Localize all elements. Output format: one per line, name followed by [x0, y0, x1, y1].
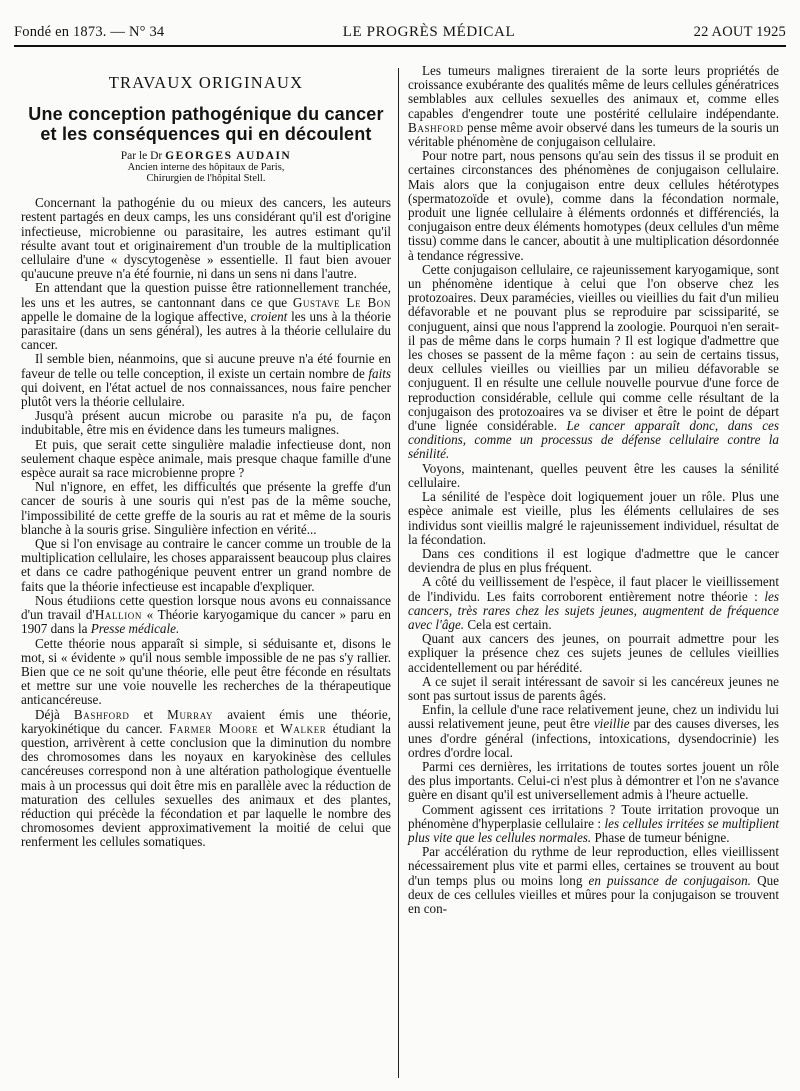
text-run: appelle le domaine de la logique affective, — [21, 308, 247, 324]
text-run: les uns à la théorie parasitaire (dans un sens général), les autres à la théorie cellulaire du cancer. — [21, 308, 391, 353]
paragraph — [408, 575, 779, 632]
paragraph: Quant aux cancers des jeunes, on pourrait admettre pour les expliquer la présence chez ces sujets jeunes de cellules vieillies accidentellement ou par hérédité. — [408, 631, 779, 675]
text-run: Que deux de ces cellules vieilles et mûres pour la conjugaison se trouvent en con- — [408, 872, 779, 916]
paragraph — [408, 263, 779, 462]
text-run: Par accélération du rythme de leur reproduction, elles vieillissent nécessairement plus vite et parmi elles, certaines se trouvent au bout d'un temps plus ou moins long — [408, 844, 779, 888]
paragraph: Et puis, que serait cette singulière maladie infectieuse dont, non seulement chaque espèce animale, mais presque chaque famille d'une espèce aurait sa race microbienne propre ? — [21, 436, 391, 481]
text-run: Enfin, la cellule d'une race relativement jeune, chez un individu lui aussi relativement jeune, peut être — [408, 702, 779, 732]
author-reference: Farmer Moore — [169, 720, 259, 736]
emphasis: vieillie — [593, 716, 630, 732]
author-reference: Walker — [280, 720, 327, 736]
text-run: Cette conjugaison cellulaire, ce rajeunissement karyogamique, sont un phénomène identique à celui que l'on observe chez les protozoaires. Deux paramécies, vieilles ou vieillies du fait d'un milieu défavorable et ne pouvant plus se reproduire par scissiparité, se conjuguent, ainsi que nous l'apprend la zoologie. Pourquoi n'en serait-il pas de même dans le corps humain ? Il est logique d'admettre que les choses se passent de la même façon : au sein de certains tissus, deux cellules vieilles ou vieillies par un milieu défavorable se conjuguent. Il en résulte une cellule nouvelle pourvue d'une force de reproduction considérable, cellule qui comme celle résultant de la conjugaison des protozoaires va se diviser et être le point de départ d'une lignée considérable. — [408, 261, 779, 434]
text-run: Phase de tumeur bénigne. — [594, 829, 730, 845]
article-title-line-2: et les conséquences qui en découlent — [40, 124, 372, 145]
emphasis: faits — [368, 365, 391, 381]
paragraph — [408, 845, 779, 916]
paragraph: Dans ces conditions il est logique d'admettre que le cancer deviendra de plus en plus fréquent. — [408, 545, 779, 576]
paragraph: Cette théorie nous apparaît si simple, si séduisante et, disons le mot, si « évidente » qu'il nous semble impossible de ne pas s'y rallier. Bien que ce ne soit qu'une théorie, elle peut être féconde en résultats et mettre sur une voie nouvelle les recherches de la thérapeutique anticancéreuse. — [21, 635, 391, 708]
emphasis: les cancers, très rares chez les sujets jeunes, augmentent de fréquence avec l'âge. — [408, 588, 779, 632]
text-run: Comment agissent ces irritations ? Toute irritation provoque un phénomène d'hyperplasie cellulaire : — [408, 801, 779, 831]
affiliation-line-1: Ancien interne des hôpitaux de Paris, — [127, 162, 285, 174]
emphasis: en puissance de conjugaison. — [588, 872, 751, 888]
affiliation-line-2: Chirurgien de l'hôpital Stell. — [146, 173, 266, 185]
paragraph: Voyons, maintenant, quelles peuvent être les causes la sénilité cellulaire. — [408, 460, 779, 490]
issue-info: Fondé en 1873. — N° 34 — [14, 24, 165, 40]
byline-prefix: Par le Dr — [120, 150, 163, 163]
text-run: qui doivent, en l'état actuel de nos connaissances, nous faire pencher plutôt vers la théorie cellulaire. — [21, 379, 391, 410]
text-run: « Théorie karyogamique du cancer » paru en 1907 dans la — [21, 607, 391, 637]
emphasis: Le cancer apparaît donc, dans ces conditions, comme un processus de défense cellulaire contre la sénilité. — [408, 418, 779, 462]
text-run: Les tumeurs malignes tireraient de la sorte leurs propriétés de croissance exubérante des qualités même de leurs cellules génératrices semblables aux cellules sexuelles des animaux et, comme elles capables d'engendrer toute une postérité cellulaire indépendante. — [408, 63, 779, 121]
left-column — [21, 60, 391, 850]
author-reference: Bashford — [408, 119, 464, 135]
author-name: GEORGES AUDAIN — [165, 150, 292, 163]
paragraph — [21, 281, 391, 352]
author-reference: Bashford — [73, 706, 130, 722]
column-divider — [398, 68, 399, 1078]
text-run: Nous étudiions cette question lorsque nous avons eu connaissance d'un travail d' — [21, 592, 391, 623]
right-column — [408, 64, 779, 916]
author-affiliation — [21, 162, 391, 184]
issue-date: 22 AOUT 1925 — [693, 24, 786, 40]
paragraph: Concernant la pathogénie du ou mieux des cancers, les auteurs restent partagés en deux camps, les uns considérant qu'il est d'origine infectieuse, microbienne ou parasitaire, les autres estimant qu'il résulte avant tout et originairement d'un trouble de la multiplication cellulaire d'une « dyscytogenèse » essentielle. Il faut bien avouer qu'aucune preuve n'a été fournie, ni dans un sens ni dans l'autre. — [21, 195, 391, 282]
header-rule — [14, 45, 786, 47]
author-reference: Murray — [167, 706, 214, 722]
text-run: En attendant que la question puisse être rationnellement tranchée, les uns et les autres, se cantonnant dans ce que — [21, 280, 391, 310]
paragraph — [21, 352, 391, 409]
text-run: A côté du veillissement de l'espèce, il faut placer le vieillissement de l'individu. Les faits corroborent entièrement notre théorie : — [408, 574, 779, 604]
author-reference: Hallion — [94, 607, 142, 623]
paragraph: Nul n'ignore, en effet, les difficultés que présente la greffe d'un cancer de souris à une souris qui n'est pas de la même souche, l'impossibilité de cette greffe de la souris au rat et même de la souris blanche à la souris grise. Singulière infection en vérité... — [21, 479, 391, 537]
byline — [21, 150, 391, 162]
emphasis: croient — [250, 308, 288, 324]
paragraph: A ce sujet il serait intéressant de savoir si les cancéreux jeunes ne sont pas surtout issus de parents âgés. — [408, 673, 779, 703]
text-run: Déjà — [35, 706, 60, 722]
text-run: par des causes diverses, les unes d'ordre général (infections, intoxications, dysendocrinie) les ordres d'ordre local. — [408, 716, 779, 760]
text-run: étudiant la question, arrivèrent à cette conclusion que la diminution du nombre des chromosomes dans les noyaux en karyokinèse des cellules cancéreuses correspond non à une altération pathologique éventuelle mais à un processus qui doit être mis en parallèle avec la réduction de maturation des cellules sexuelles des animaux et des plantes, réduction qui précède la fécondation et par laquelle le nombre des chromosomes devient approximativement la moitié de celui que renferment les cellules somatiques. — [21, 720, 392, 850]
text-run: Cela est certain. — [467, 616, 552, 632]
paragraph: La sénilité de l'espèce doit logiquement jouer un rôle. Plus une espèce animale est vieille, plus les éléments cellulaires de ses individus sont vieillis malgré le rajeunissement individuel, résultat de la fécondation. — [408, 489, 779, 547]
paragraph — [21, 594, 391, 637]
paragraph: Jusqu'à présent aucun microbe ou parasite n'a pu, de façon indubitable, être mis en évidence dans les tumeurs malignes. — [21, 408, 391, 438]
text-run: et — [143, 706, 154, 722]
journal-title: LE PROGRÈS MÉDICAL — [342, 24, 516, 40]
text-run: pense même avoir observé dans les tumeurs de la souris un véritable phénomène de conjugaison cellulaire. — [408, 119, 779, 150]
text-run: et — [264, 720, 274, 736]
paragraph — [408, 703, 779, 760]
running-head — [14, 24, 786, 44]
paragraph: Que si l'on envisage au contraire le cancer comme un trouble de la multiplication cellulaire, les choses apparaissent beaucoup plus claires et dans ce cadre pathogénique peuvent entrer un grand nombre de faits que la théorie infectieuse est incapable d'expliquer. — [21, 536, 392, 594]
paragraph — [408, 803, 779, 846]
text-run: avaient émis une théorie, karyokinétique du cancer. — [21, 706, 391, 736]
paragraph: Parmi ces dernières, les irritations de toutes sortes jouent un rôle des plus importants. Celui-ci n'est plus à démontrer et l'on ne s'avance guère en disant qu'il est universellement admis à l'heure actuelle. — [408, 758, 779, 803]
paragraph — [408, 64, 779, 149]
section-title: TRAVAUX ORIGINAUX — [108, 73, 304, 92]
article-title — [21, 104, 391, 144]
author-reference: Gustave Le Bon — [292, 294, 392, 310]
paragraph: Pour notre part, nous pensons qu'au sein des tissus il se produit en certaines circonstances des phénomènes de conjugaison cellulaire. Mais alors que la conjugaison entre deux cellules hétérotypes (spermatozoïde et ovule), comme dans la fécondation normale, produit une lignée cellulaire à éléments ordonnés et différenciés, la conjugaison entre deux éléments homotypes (deux cellules d'un même tissu) comme dans le cancer, aboutit à une multiplication désordonnée à tendance régressive. — [408, 148, 779, 263]
text-run: Il semble bien, néanmoins, que si aucune preuve n'a été fournie en faveur de telle ou telle conception, il existe un certain nombre de — [21, 351, 391, 381]
paragraph — [21, 708, 391, 850]
article-title-line-1: Une conception pathogénique du cancer — [28, 104, 384, 125]
emphasis: Presse médicale. — [90, 621, 180, 637]
emphasis: les cellules irritées se multiplient plus vite que les cellules normales. — [408, 815, 780, 845]
